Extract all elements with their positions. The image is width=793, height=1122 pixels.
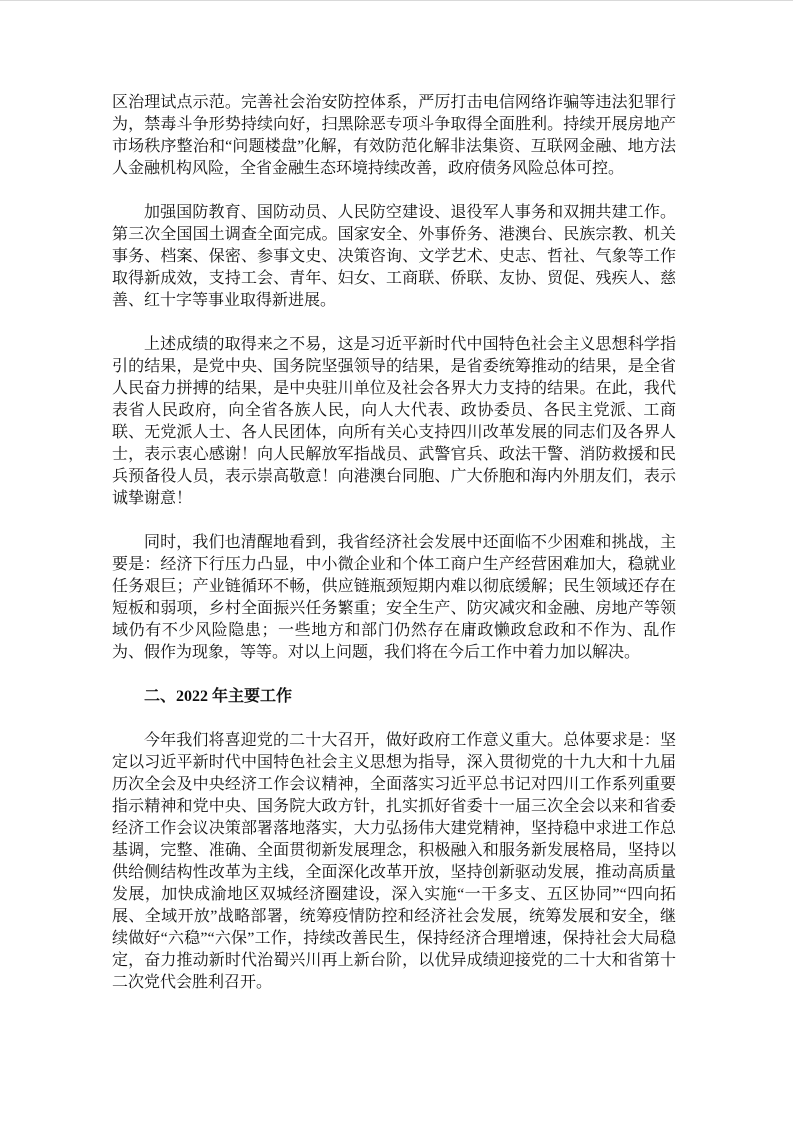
section-heading-2022-main-work: 二、2022 年主要工作: [144, 688, 293, 705]
paragraph-carryover: 区治理试点示范。完善社会治安防控体系，严厉打击电信网络诈骗等违法犯罪行为，禁毒斗争形势持续向好，扫黑除恶专项斗争取得全面胜利。持续开展房地产市场秩序整治和“问题楼盘”化解，有效防范化解非法集资、互联网金融、地方法人金融机构风险，全省金融生态环境持续改善，政府债务风险总体可控。: [112, 94, 676, 177]
paragraph-challenges: 同时，我们也清醒地看到，我省经济社会发展中还面临不少困难和挑战，主要是：经济下行压力凸显，中小微企业和个体工商户生产经营困难加大，稳就业任务艰巨；产业链循环不畅，供应链瓶颈短期内难以彻底缓解；民生领域还存在短板和弱项，乡村全面振兴任务繁重；安全生产、防灾减灾和金融、房地产等领域仍有不少风险隐患；一些地方和部门仍然存在庸政懒政怠政和不作为、乱作为、假作为现象，等等。对以上问题，我们将在今后工作中着力加以解决。: [112, 534, 676, 661]
paragraph-defense-work: 加强国防教育、国防动员、人民防空建设、退役军人事务和双拥共建工作。第三次全国国土调查全面完成。国家安全、外事侨务、港澳台、民族宗教、机关事务、档案、保密、参事文史、决策咨询、文学艺术、史志、哲社、气象等工作取得新成效，支持工会、青年、妇女、工商联、侨联、友协、贸促、残疾人、慈善、红十字等事业取得新进展。: [112, 204, 676, 309]
paragraph-acknowledgements: 上述成绩的取得来之不易，这是习近平新时代中国特色社会主义思想科学指引的结果，是党中央、国务院坚强领导的结果，是省委统筹推动的结果，是全省人民奋力拼搏的结果，是中央驻川单位及社会各界大力支持的结果。在此，我代表省人民政府，向全省各族人民，向人大代表、政协委员、各民主党派、工商联、无党派人士、各人民团体，向所有关心支持四川改革发展的同志们及各界人士，表示衷心感谢！向人民解放军指战员、武警官兵、政法干警、消防救援和民兵预备役人员，表示崇高敬意！向港澳台同胞、广大侨胞和海内外朋友们，表示诚挚谢意！: [112, 336, 676, 507]
paragraph-2022-overall-requirements: 今年我们将喜迎党的二十大召开，做好政府工作意义重大。总体要求是：坚定以习近平新时代中国特色社会主义思想为指导，深入贯彻党的十九大和十九届历次全会及中央经济工作会议精神，全面落实习近平总书记对四川工作系列重要指示精神和党中央、国务院大政方针，扎实抓好省委十一届三次全会以来和省委经济工作会议决策部署落地落实，大力弘扬伟大建党精神，坚持稳中求进工作总基调，完整、准确、全面贯彻新发展理念，积极融入和服务新发展格局，坚持以供给侧结构性改革为主线，全面深化改革开放，坚持创新驱动发展，推动高质量发展，加快成渝地区双城经济圈建设，深入实施“一干多支、五区协同”“四向拓展、全域开放”战略部署，统筹疫情防控和经济社会发展，统筹发展和安全，继续做好“六稳”“六保”工作，持续改善民生，保持经济合理增速，保持社会大局稳定，奋力推动新时代治蜀兴川再上新台阶，以优异成绩迎接党的二十大和省第十二次党代会胜利召开。: [112, 732, 676, 991]
document-text-column: [112, 92, 676, 1016]
